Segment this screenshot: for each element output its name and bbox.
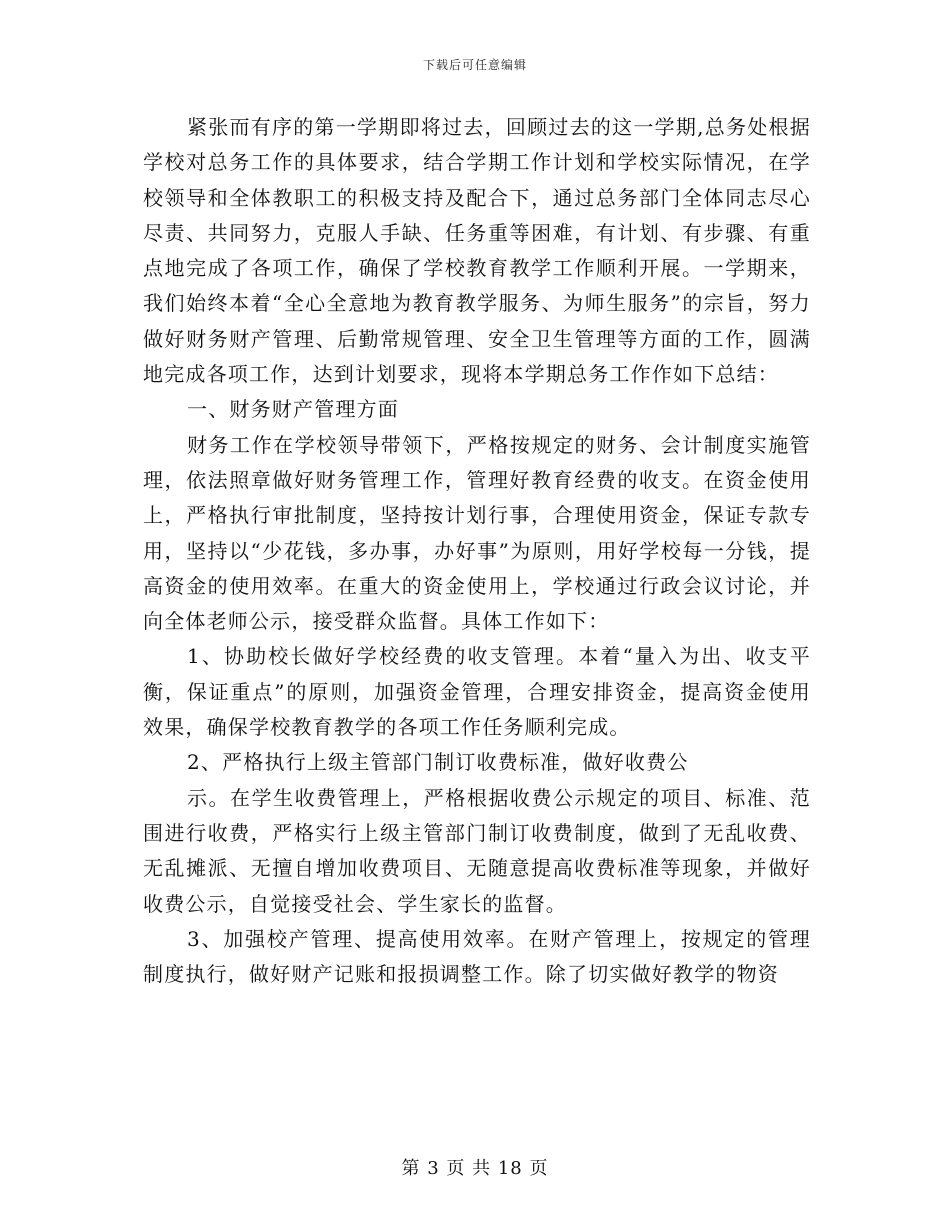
item-1-paragraph: 1、协助校长做好学校经费的收支管理。本着“量入为出、收支平衡，保证重点”的原则，加强资金管理，合理安排资金，提高资金使用效果，确保学校教育教学的各项工作任务顺利完成。 <box>143 644 811 740</box>
section-heading: 一、财务财产管理方面 <box>187 397 399 422</box>
document-body <box>143 110 811 992</box>
item-3-paragraph: 3、加强校产管理、提高使用效率。在财产管理上，按规定的管理制度执行，做好财产记账和报损调整工作。除了切实做好教学的物资 <box>143 926 811 987</box>
item-2-paragraph: 示。在学生收费管理上，严格根据收费公示规定的项目、标准、范围进行收费，严格实行上级主管部门制订收费制度，做到了无乱收费、无乱摊派、无擅自增加收费项目、无随意提高收费标准等现象，并做好收费公示，自觉接受社会、学生家长的监督。 <box>143 785 811 916</box>
page-indicator: 第 3 页 共 18 页 <box>401 1158 549 1179</box>
finance-paragraph: 财务工作在学校领导带领下，严格按规定的财务、会计制度实施管理，依法照章做好财务管理工作，管理好教育经费的收支。在资金使用上，严格执行审批制度，坚持按计划行事，合理使用资金，保证专款专用，坚持以“少花钱，多办事，办好事”为原则，用好学校每一分钱，提高资金的使用效率。在重大的资金使用上，学校通过行政会议讨论，并向全体老师公示，接受群众监督。具体工作如下： <box>143 432 811 634</box>
header-note: 下载后可任意编辑 <box>422 58 527 72</box>
item-2-heading: 2、严格执行上级主管部门制订收费标准，做好收费公 <box>187 750 689 775</box>
intro-paragraph: 紧张而有序的第一学期即将过去，回顾过去的这一学期,总务处根据学校对总务工作的具体要求，结合学期工作计划和学校实际情况，在学校领导和全体教职工的积极支持及配合下，通过总务部门全体同志尽心尽责、共同努力，克服人手缺、任务重等困难，有计划、有步骤、有重点地完成了各项工作，确保了学校教育教学工作顺利开展。一学期来，我们始终本着“全心全意地为教育教学服务、为师生服务”的宗旨，努力做好财务财产管理、后勤常规管理、安全卫生管理等方面的工作，圆满地完成各项工作，达到计划要求，现将本学期总务工作作如下总结： <box>143 115 811 387</box>
